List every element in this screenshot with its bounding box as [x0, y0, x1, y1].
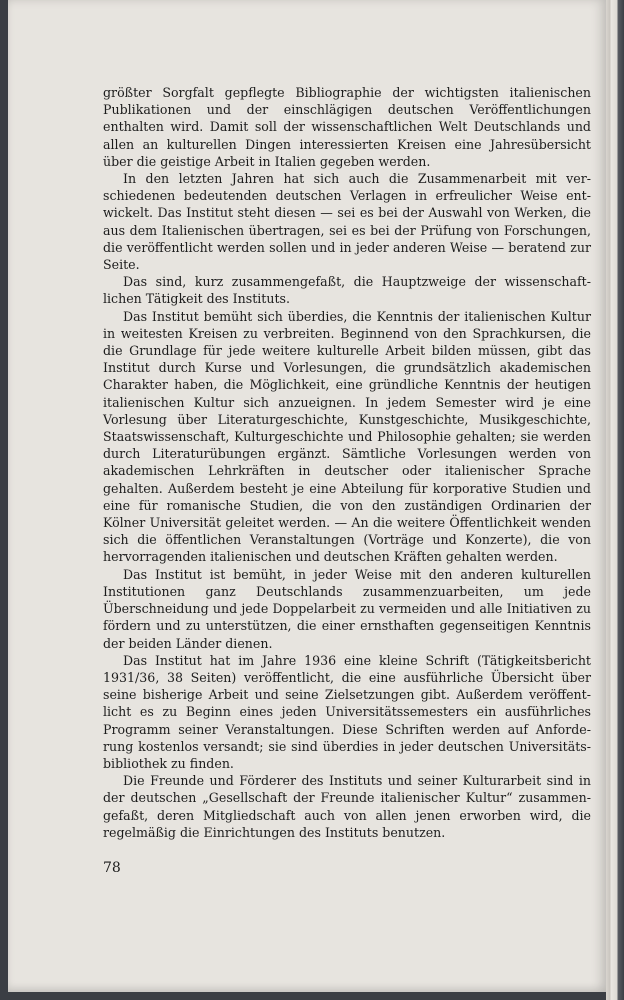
body-text	[103, 84, 591, 841]
paragraph: Die Freunde und Förderer des Instituts und seiner Kulturarbeit sind in der deutschen „Gesellschaft der Freunde italienischer Kultur“ zusammengefaßt, deren Mitgliedschaft auch von allen jenen erworben wird, die regelmäßig die Einrichtungen des Instituts benutzen.	[103, 773, 591, 840]
next-page-edge	[606, 0, 624, 1000]
paragraph: größter Sorgfalt gepflegte Bibliographie der wichtigsten italienischen Publikationen und der einschlägigen deutschen Veröffentlichungen enthalten wird. Damit soll der wissenschaftlichen Welt Deutschlands und allen an kulturellen Dingen interessierten Kreisen eine Jahresübersicht über die geistige Arbeit in Italien gegeben werden.	[103, 85, 591, 169]
paragraph: Das Institut ist bemüht, in jeder Weise mit den anderen kulturellen Institutionen ganz Deutschlands zusammenzuarbeiten, um jede Überschneidung und jede Doppelarbeit zu vermeiden und alle Initiativen zu fördern und zu unterstützen, die einer ernsthaften gegenseitigen Kenntnis der beiden Länder dienen.	[103, 566, 591, 651]
page-number: 78	[103, 860, 121, 876]
paragraph: In den letzten Jahren hat sich auch die Zusammenarbeit mit verschiedenen bedeutenden deutschen Verlagen in erfreulicher Weise entwickelt. Das Institut steht diesen — sei es bei der Auswahl von Werken, die aus dem Italienischen übertragen, sei es bei der Prüfung von Forschungen, die veröffentlicht werden sollen und in jeder anderen Weise — beratend zur Seite.	[103, 171, 591, 273]
book-page	[8, 0, 606, 992]
paragraph: Das Institut hat im Jahre 1936 eine kleine Schrift (Tätigkeitsbericht 1931/36, 38 Seiten) veröffentlicht, die eine ausführliche Übersicht über seine bisherige Arbeit und seine Zielsetzungen gibt. Außerdem veröffentlicht es zu Beginn eines jeden Universitätssemesters ein ausführliches Programm seiner Veranstaltungen. Diese Schriften werden auf Anforderung kostenlos versandt; sie sind überdies in jeder deutschen Universitätsbibliothek zu finden.	[103, 652, 591, 771]
paragraph: Das Institut bemüht sich überdies, die Kenntnis der italienischen Kultur in weitesten Kreisen zu verbreiten. Beginnend von den Sprachkursen, die die Grundlage für jede weitere kulturelle Arbeit bilden müssen, gibt das Institut durch Kurse und Vorlesungen, die grundsätzlich akademischen Charakter haben, die Möglichkeit, eine gründliche Kenntnis der heutigen italienischen Kultur sich anzueignen. In jedem Semester wird je eine Vorlesung über Literaturgeschichte, Kunstgeschichte, Musikgeschichte, Staatswissenschaft, Kulturgeschichte und Philosophie gehalten; sie werden durch Literaturübungen ergänzt. Sämtliche Vorlesungen werden von akademischen Lehrkräften in deutscher oder italienischer Sprache gehalten. Außerdem besteht je eine Abteilung für korporative Studien und eine für romanische Studien, die von den zuständigen Ordinarien der Kölner Universität geleitet werden. — An die weitere Öffentlichkeit wenden sich die öffentlichen Veranstaltungen (Vorträge und Konzerte), die von hervorragenden italienischen und deutschen Kräften gehalten werden.	[103, 308, 591, 565]
paragraph: Das sind, kurz zusammengefaßt, die Hauptzweige der wissenschaftlichen Tätigkeit des Instituts.	[103, 274, 591, 307]
